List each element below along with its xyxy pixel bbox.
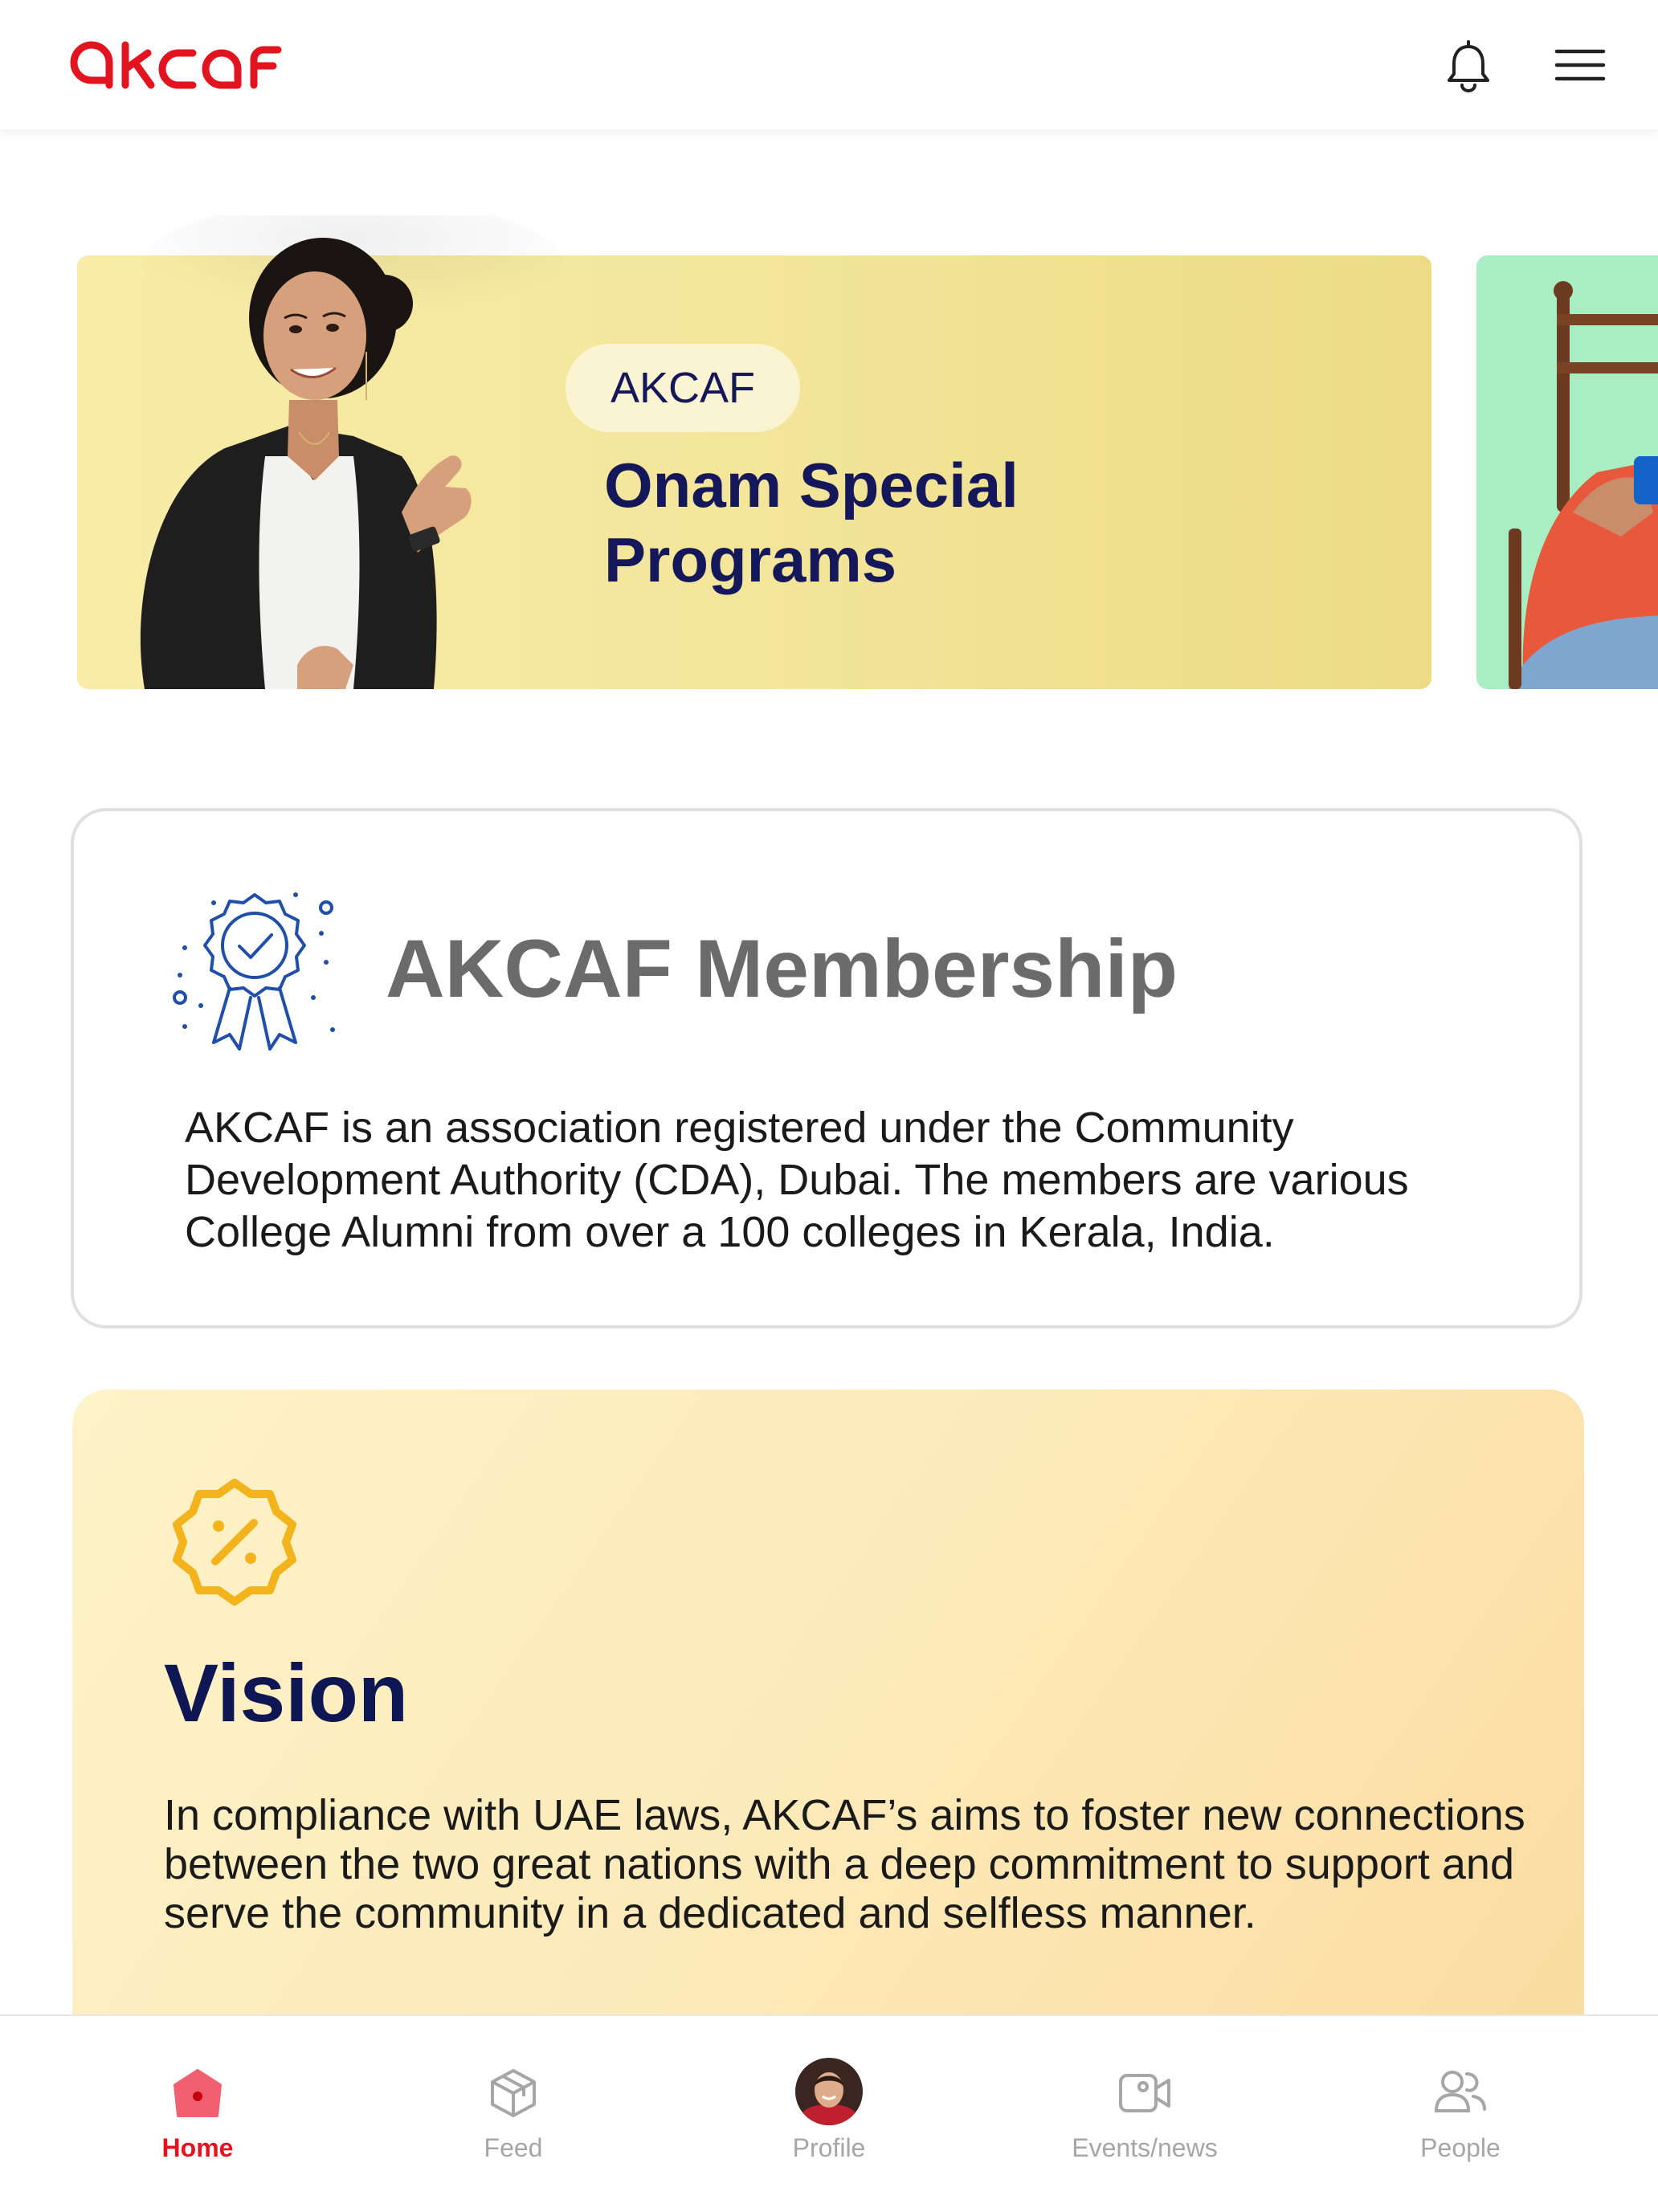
home-icon: [170, 2066, 225, 2120]
hamburger-menu-icon[interactable]: [1554, 45, 1607, 85]
membership-title: AKCAF Membership: [386, 923, 1178, 1014]
membership-card[interactable]: [71, 808, 1582, 1328]
nav-people[interactable]: [1340, 2016, 1581, 2212]
banner-tag: AKCAF: [566, 344, 800, 432]
nav-people-label: People: [1420, 2133, 1501, 2162]
nav-feed-label: Feed: [484, 2133, 543, 2162]
nav-events-news[interactable]: [1024, 2016, 1265, 2212]
banner-woman-photo: [112, 215, 562, 689]
award-ribbon-icon: [169, 885, 341, 1055]
nav-profile[interactable]: [709, 2016, 949, 2212]
bottom-navigation: [0, 2014, 1658, 2212]
vision-card: [72, 1390, 1584, 2032]
avatar: [795, 2058, 863, 2125]
vision-description: In compliance with UAE laws, AKCAF’s aims to foster new connections between the two great nations with a deep commitment to support and serve the community in a dedicated and selfless manner.: [164, 1791, 1525, 1937]
nav-events-news-label: Events/news: [1072, 2133, 1218, 2162]
percent-badge-icon: [167, 1475, 302, 1610]
banner-title: Onam Special Programs: [604, 450, 1019, 595]
box-icon: [486, 2066, 541, 2120]
video-icon: [1117, 2066, 1172, 2120]
app-header: [0, 0, 1658, 131]
vision-title: Vision: [164, 1647, 409, 1739]
membership-description: AKCAF is an association registered under the Community Development Authority (CDA), Dubai. The members are various College Alumni from over a 100 colleges in Kerala, India.: [185, 1104, 1409, 1256]
bell-icon[interactable]: [1443, 40, 1494, 93]
nav-home[interactable]: [77, 2016, 318, 2212]
people-icon: [1433, 2066, 1488, 2120]
nav-home-label: Home: [161, 2133, 234, 2162]
akcaf-logo[interactable]: [67, 39, 283, 90]
next-slide-photo: [1476, 255, 1658, 689]
next-banner-slide[interactable]: [1476, 255, 1658, 689]
nav-profile-label: Profile: [792, 2133, 866, 2162]
nav-feed[interactable]: [393, 2016, 634, 2212]
